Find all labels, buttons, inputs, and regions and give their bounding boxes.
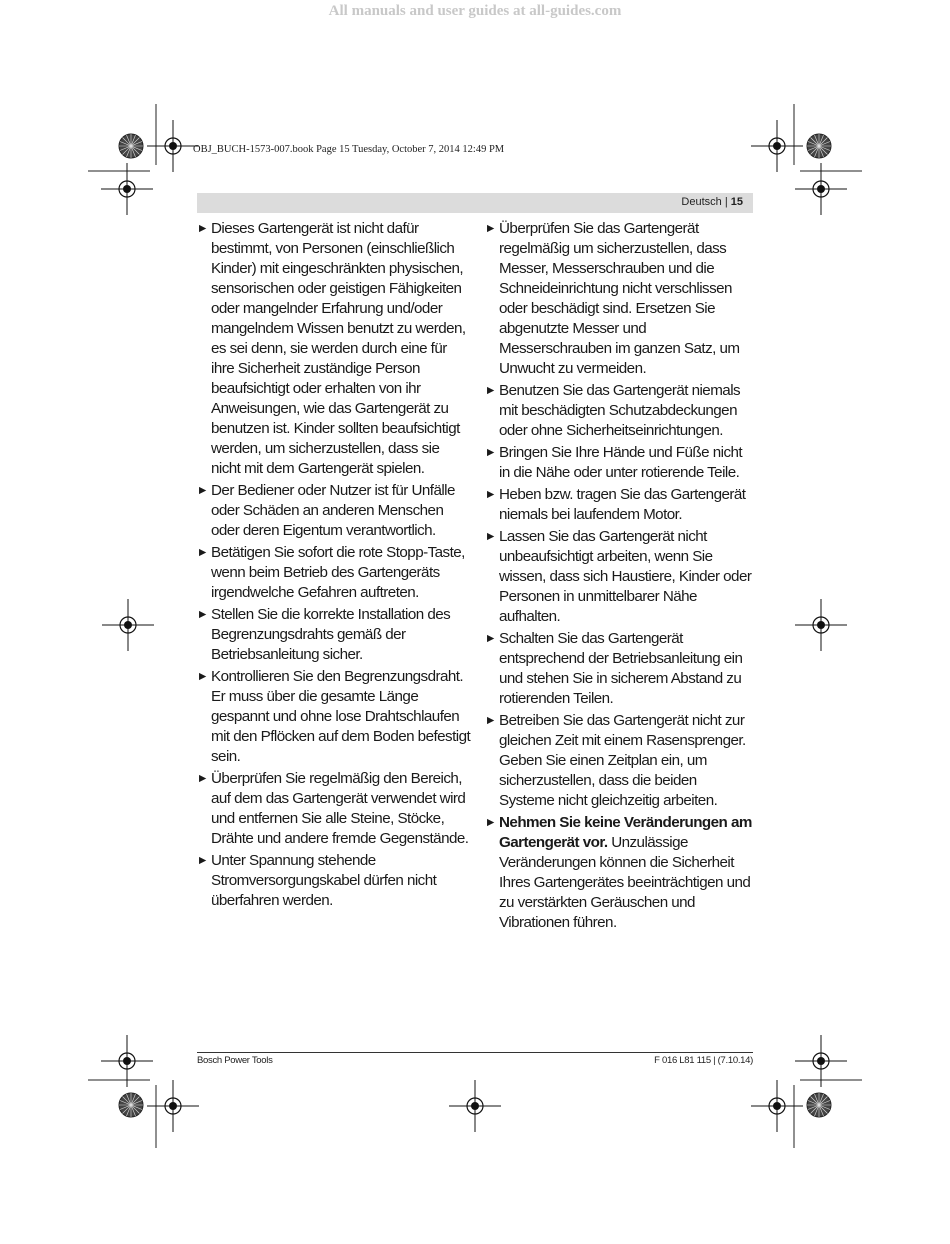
list-item: ▶ Schalten Sie das Gartengerät entsprechend der Betriebsanleitung ein und stehen Sie in sicherem Abstand zu rotierenden Teilen. xyxy=(487,629,755,709)
right-column xyxy=(487,219,755,935)
list-item-warning xyxy=(487,813,755,933)
list-item: ▶ Überprüfen Sie das Gartengerät regelmäßig um sicherzustellen, dass Messer, Messerschrauben und die Schneideinrichtung nicht verschlissen oder beschädigt sind. Ersetzen Sie abgenutzte Messer und Messerschrauben im ganzen Satz, um Unwucht zu vermeiden. xyxy=(487,219,755,379)
header-text xyxy=(681,196,743,208)
list-item: ▶ Der Bediener oder Nutzer ist für Unfälle oder Schäden an anderen Menschen oder deren Eigentum verantwortlich. xyxy=(199,481,471,541)
list-item: ▶ Heben bzw. tragen Sie das Gartengerät niemals bei laufendem Motor. xyxy=(487,485,755,525)
footer-doc-number: F 016 L81 115 | (7.10.14) xyxy=(654,1055,753,1066)
list-item: ▶ Betätigen Sie sofort die rote Stopp-Taste, wenn beim Betrieb des Gartengeräts irgendwelche Gefahren auftreten. xyxy=(199,543,471,603)
left-column xyxy=(199,219,471,913)
footer-brand: Bosch Power Tools xyxy=(197,1055,273,1066)
footer-divider xyxy=(197,1052,753,1053)
header-language: Deutsch xyxy=(681,196,722,208)
list-item: ▶ Unter Spannung stehende Stromversorgungskabel dürfen nicht überfahren werden. xyxy=(199,851,471,911)
list-item: ▶ Stellen Sie die korrekte Installation des Begrenzungsdrahts gemäß der Betriebsanleitung sicher. xyxy=(199,605,471,665)
list-item: ▶ Betreiben Sie das Gartengerät nicht zur gleichen Zeit mit einem Rasensprenger. Geben Sie einen Zeitplan ein, um sicherzustellen, dass die beiden Systeme nicht gleichzeitig arbeiten. xyxy=(487,711,755,811)
page-header xyxy=(197,193,753,213)
header-separator: | xyxy=(721,196,731,208)
list-item: ▶ Bringen Sie Ihre Hände und Füße nicht in die Nähe oder unter rotierende Teile. xyxy=(487,443,755,483)
watermark: All manuals and user guides at all-guides.com xyxy=(328,3,622,19)
book-info-line: OBJ_BUCH-1573-007.book Page 15 Tuesday, October 7, 2014 12:49 PM xyxy=(193,144,505,155)
warning-heading: Nehmen Sie keine Veränderungen am Gartengerät vor. xyxy=(499,814,752,851)
list-item: ▶ Kontrollieren Sie den Begrenzungsdraht. Er muss über die gesamte Länge gespannt und ohne lose Drahtschlaufen mit den Pflöcken auf dem Boden befestigt sein. xyxy=(199,667,471,767)
list-item: ▶ Überprüfen Sie regelmäßig den Bereich, auf dem das Gartengerät verwendet wird und entfernen Sie alle Steine, Stöcke, Drähte und andere fremde Gegenstände. xyxy=(199,769,471,849)
list-item: ▶ Lassen Sie das Gartengerät nicht unbeaufsichtigt arbeiten, wenn Sie wissen, dass sich Haustiere, Kinder oder Personen in unmittelbarer Nähe aufhalten. xyxy=(487,527,755,627)
list-item: ▶ Dieses Gartengerät ist nicht dafür bestimmt, von Personen (einschließlich Kinder) mit eingeschränkten physischen, sensorischen oder geistigen Fähigkeiten oder mangelnder Erfahrung und/oder mangelndem Wissen benutzt zu werden, es sei denn, sie werden durch eine für ihre Sicherheit zuständige Person beaufsichtigt oder erhalten von ihr Anweisungen, wie das Gartengerät zu benutzen ist. Kinder sollten beaufsichtigt werden, um sicherzustellen, dass sie nicht mit dem Gartengerät spielen. xyxy=(199,219,471,479)
list-item: ▶ Benutzen Sie das Gartengerät niemals mit beschädigten Schutzabdeckungen oder ohne Sicherheitseinrichtungen. xyxy=(487,381,755,441)
header-page-number: 15 xyxy=(730,196,743,208)
warning-text: Unzulässige Veränderungen können die Sicherheit Ihres Gartengerätes beeinträchtigen und zu verstärkten Geräuschen und Vibrationen führen. xyxy=(499,834,751,931)
